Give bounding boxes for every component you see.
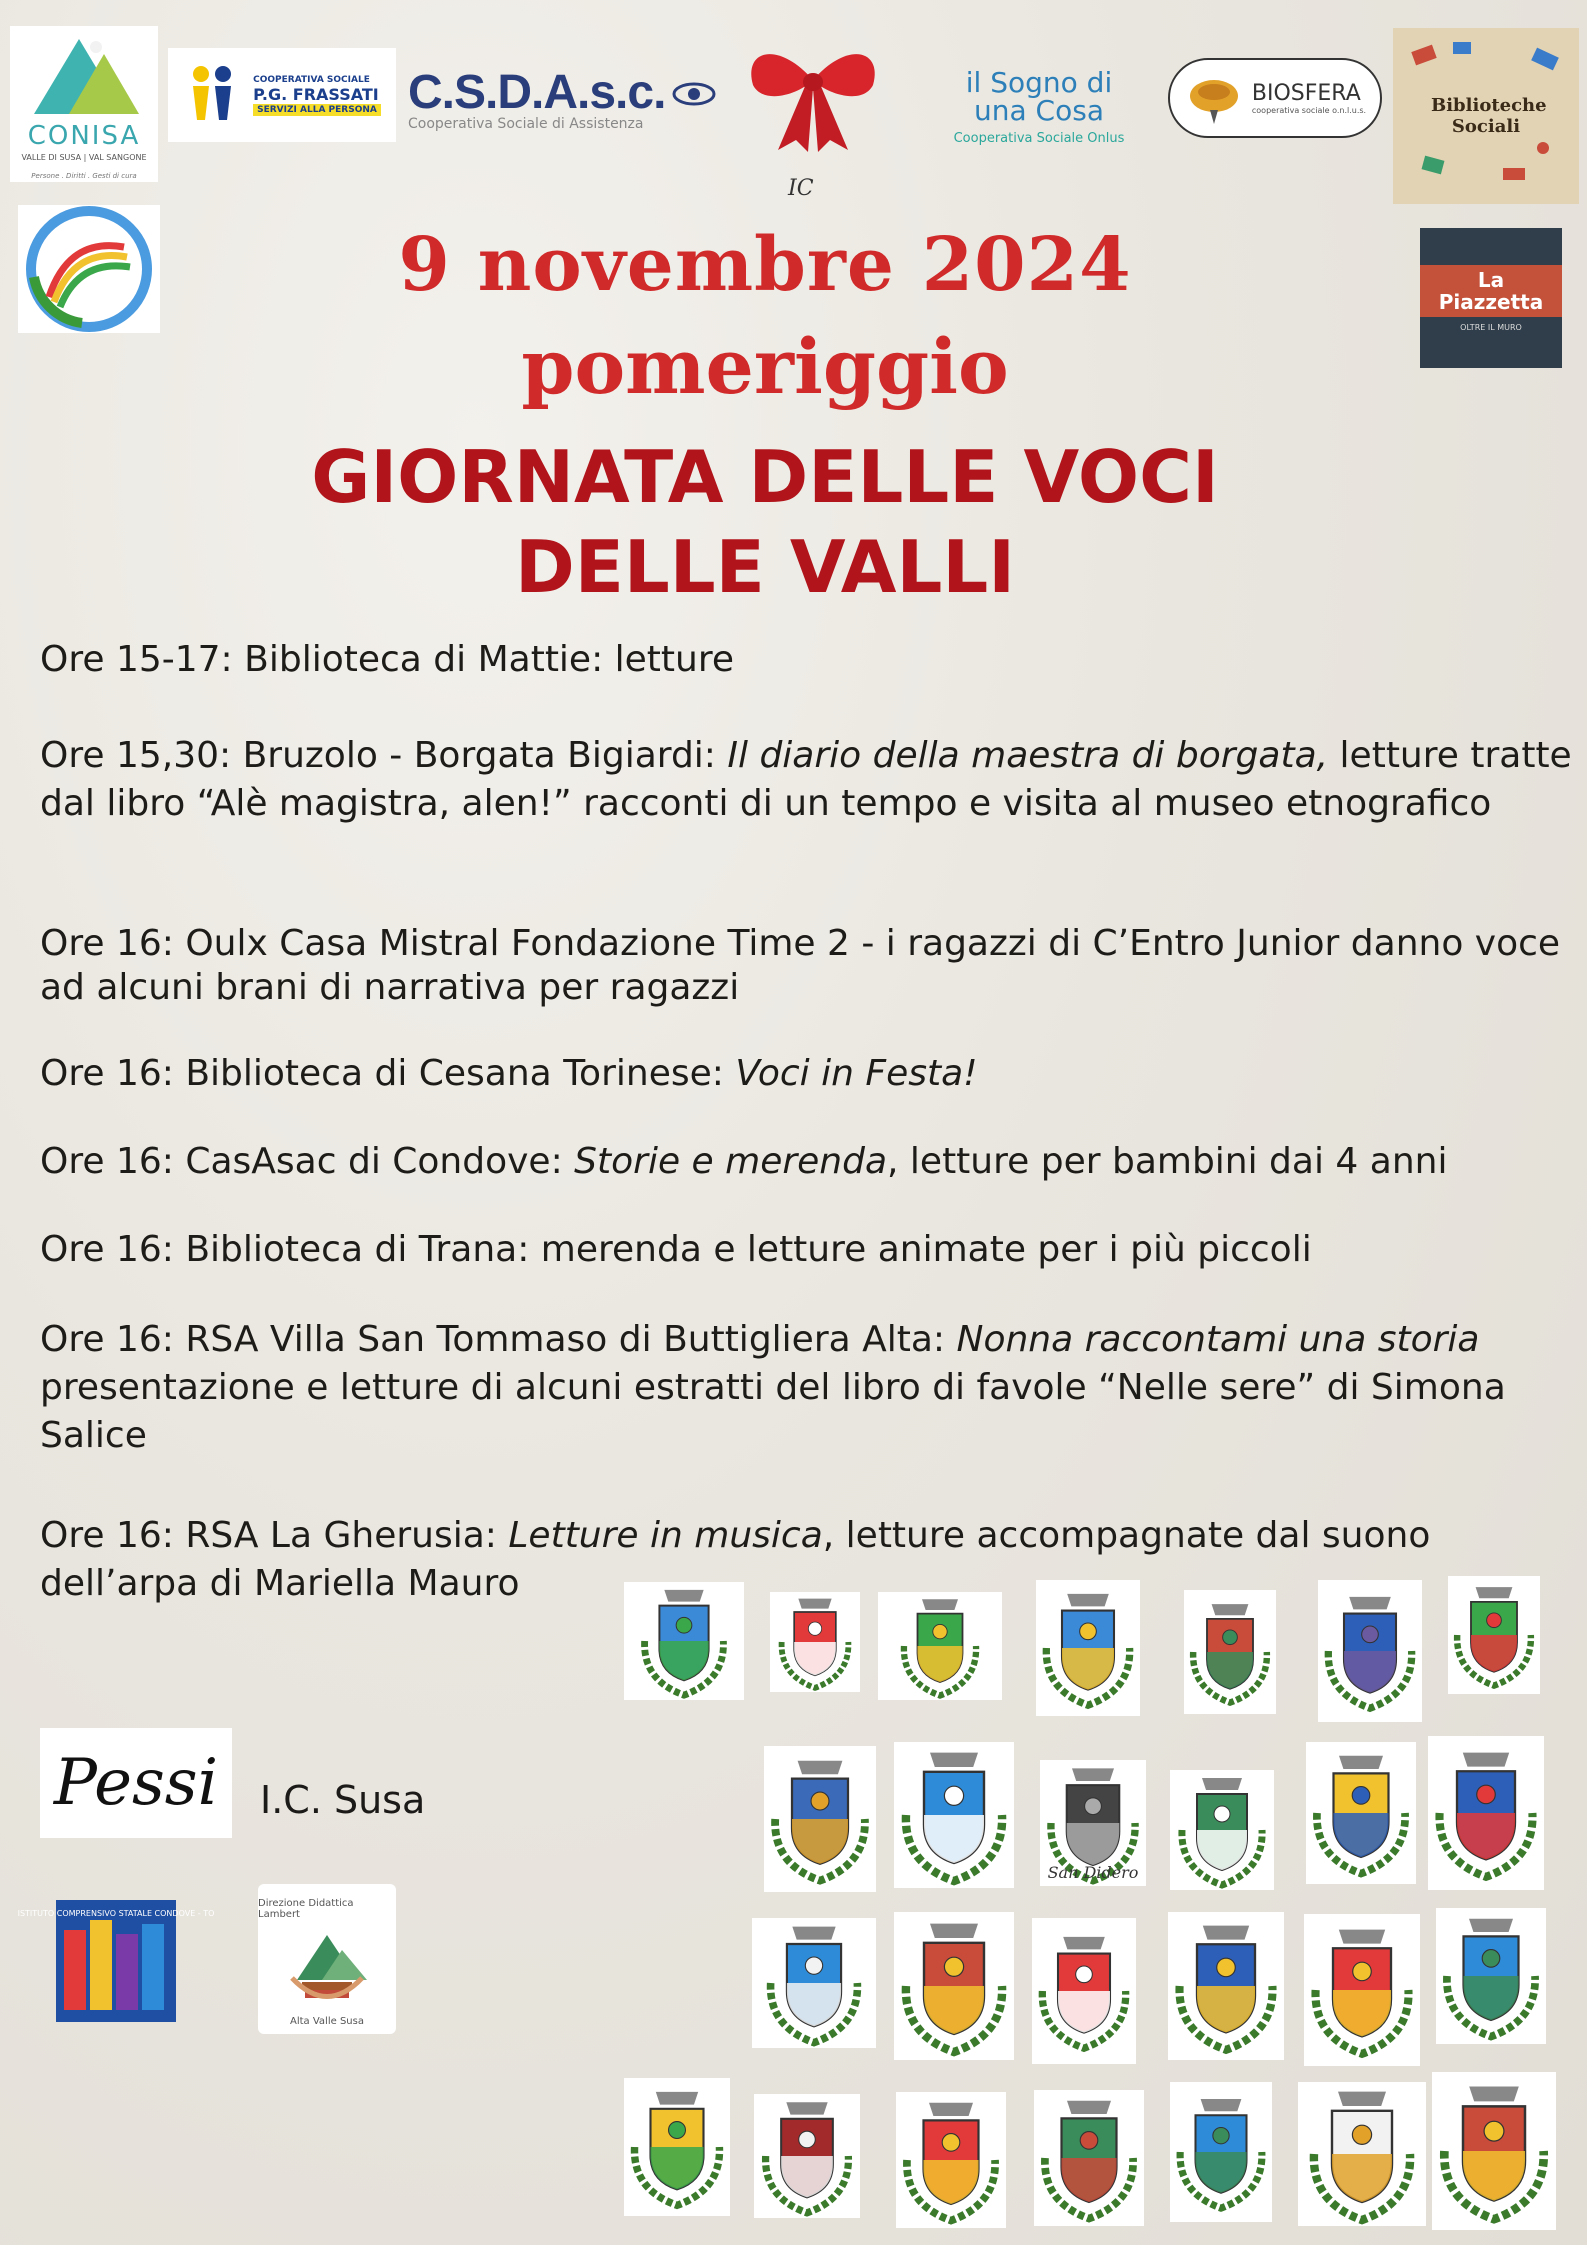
municipal-crest [896,2092,1006,2228]
san-didero-label: San Didero [1047,1863,1139,1882]
municipal-crest [1306,1742,1416,1884]
conisa-logo [10,26,158,182]
pessi-text: Pessi [53,1746,219,1820]
csda-name: C.S.D.A.s.c. [408,65,666,119]
frassati-line2: P.G. FRASSATI [253,84,379,104]
schedule-item [40,1316,1587,1460]
event-title-line1: GIORNATA DELLE VOCI [311,435,1219,519]
schedule-italic: Nonna raccontami una storia [956,1319,1480,1360]
schedule-italic: Storie e merenda [574,1141,888,1182]
schedule-text: Biblioteca di Mattie: letture [244,639,735,680]
csda-logo [408,58,666,138]
schedule-time: Ore 15,30: [40,735,232,776]
sogno-logo [946,52,1132,162]
municipal-crest [624,2078,730,2216]
schedule-italic: Letture in musica [508,1515,823,1556]
condove-school-logo [17,1900,215,2022]
spinning-top-icon [1184,70,1244,126]
biosfera-name: BIOSFERA [1251,81,1361,106]
csda-sub: Cooperativa Sociale di Assistenza [408,115,644,132]
mountain-icon [24,29,144,119]
biosfera-logo [1168,58,1382,138]
schedule-rest: , letture accompagnate dal suono dell’arpa di Mariella Mauro [40,1515,1431,1604]
schedule-time: Ore 16: [40,923,174,964]
municipal-crest [1034,2090,1144,2226]
schedule-rest: presentazione e letture di alcuni estratti del libro di favole “Nelle sere” di Simona Salice [40,1367,1506,1456]
sogno-name: il Sogno di una Cosa [965,65,1113,127]
mountain-books-icon [277,1920,377,2010]
municipal-crest [1170,1770,1274,1890]
municipal-crest [1428,1736,1544,1890]
schedule-text: RSA Villa San Tommaso di Buttigliera Alta: [185,1319,946,1360]
municipal-crest [1436,1908,1546,2044]
municipal-crest [1304,1914,1420,2066]
pessi-school-logo [40,1728,232,1838]
municipal-crest [1432,2072,1556,2230]
schedule-italic: Voci in Festa! [735,1053,978,1094]
schedule-time: Ore 16: [40,1515,174,1556]
schedule-item [40,732,1580,828]
municipal-crest [894,1912,1014,2060]
piazzetta-sub: OLTRE IL MURO [1460,322,1522,332]
municipal-crest [1298,2082,1426,2226]
municipal-crest [878,1592,1002,1700]
eye-icon [671,77,717,107]
ic-susa-label: I.C. Susa [260,1778,426,1822]
schedule-item [40,922,1587,1010]
schedule-text: CasAsac di Condove: [185,1141,563,1182]
event-title-line2: DELLE VALLI [514,525,1016,609]
lambert-bottom: Alta Valle Susa [290,2015,364,2027]
schedule-rest: letture tratte dal libro “Alè magistra, alen!” racconti di un tempo e visita al museo etnografico [40,735,1572,824]
people-icon [183,60,243,130]
municipal-crest [764,1746,876,1892]
frassati-line3: SERVIZI ALLA PERSONA [253,104,381,116]
schedule-item [40,1226,1587,1274]
municipal-crest [1032,1918,1136,2064]
schedule-time: Ore 16: [40,1141,174,1182]
schedule-text: RSA La Gherusia: [185,1515,497,1556]
schedule-text: Biblioteca di Cesana Torinese: [185,1053,724,1094]
schedule-item [40,636,1587,684]
event-time-of-day: pomeriggio [521,322,1009,411]
municipal-crest [1318,1580,1422,1722]
municipal-crest [1040,1760,1146,1886]
municipal-crest [894,1742,1014,1888]
municipal-crest [1170,2082,1272,2222]
municipal-crest [1036,1580,1140,1716]
schedule-time: Ore 16: [40,1319,174,1360]
event-date: 9 novembre 2024 [398,222,1132,308]
lambert-school-logo [258,1884,396,2034]
schedule-time: Ore 15-17: [40,639,233,680]
frassati-line1: COOPERATIVA SOCIALE [253,74,370,85]
sogno-sub: Cooperativa Sociale Onlus [953,130,1125,146]
biblioteche-sociali-logo [1393,28,1579,204]
schedule-text: Bruzolo - Borgata Bigiardi: [242,735,716,776]
conisa-tag: Persone . Diritti . Gesti di cura [31,171,137,180]
municipal-crest [752,1918,876,2048]
municipal-crest [1184,1590,1276,1714]
schedule-text: Biblioteca di Trana: merenda e letture animate per i più piccoli [185,1229,1312,1270]
biblioteche-name: Biblioteche Sociali [1431,95,1547,137]
red-bow-icon [738,40,888,155]
conisa-sub: VALLE DI SUSA | VAL SANGONE [21,152,147,162]
municipal-crest [1448,1576,1540,1694]
schedule-italic: Il diario della maestra di borgata, [727,735,1329,776]
condove-label: ISTITUTO COMPRENSIVO STATALE CONDOVE - TO [17,1909,215,1918]
conisa-name: CONISA [27,120,141,151]
schedule-item [40,1050,1587,1098]
schedule-rest: , letture per bambini dai 4 anni [887,1141,1448,1182]
municipal-crest [754,2094,860,2218]
frassati-logo [168,48,396,142]
biosfera-sub: cooperativa sociale o.n.l.u.s. [1251,106,1367,115]
schedule-item [40,1138,1587,1186]
schedule-time: Ore 16: [40,1053,174,1094]
municipal-crest [1168,1912,1284,2060]
municipal-crest [770,1592,860,1692]
schedule-text: Oulx Casa Mistral Fondazione Time 2 - i ragazzi di C’Entro Junior danno voce ad alcuni brani di narrativa per ragazzi [40,923,1561,1008]
piazzetta-name: La Piazzetta [1420,265,1562,317]
lambert-top: Direzione Didattica Lambert [258,1897,354,1920]
ic-handwritten: IC [788,176,814,201]
municipal-crest [624,1582,744,1700]
schedule-time: Ore 16: [40,1229,174,1270]
